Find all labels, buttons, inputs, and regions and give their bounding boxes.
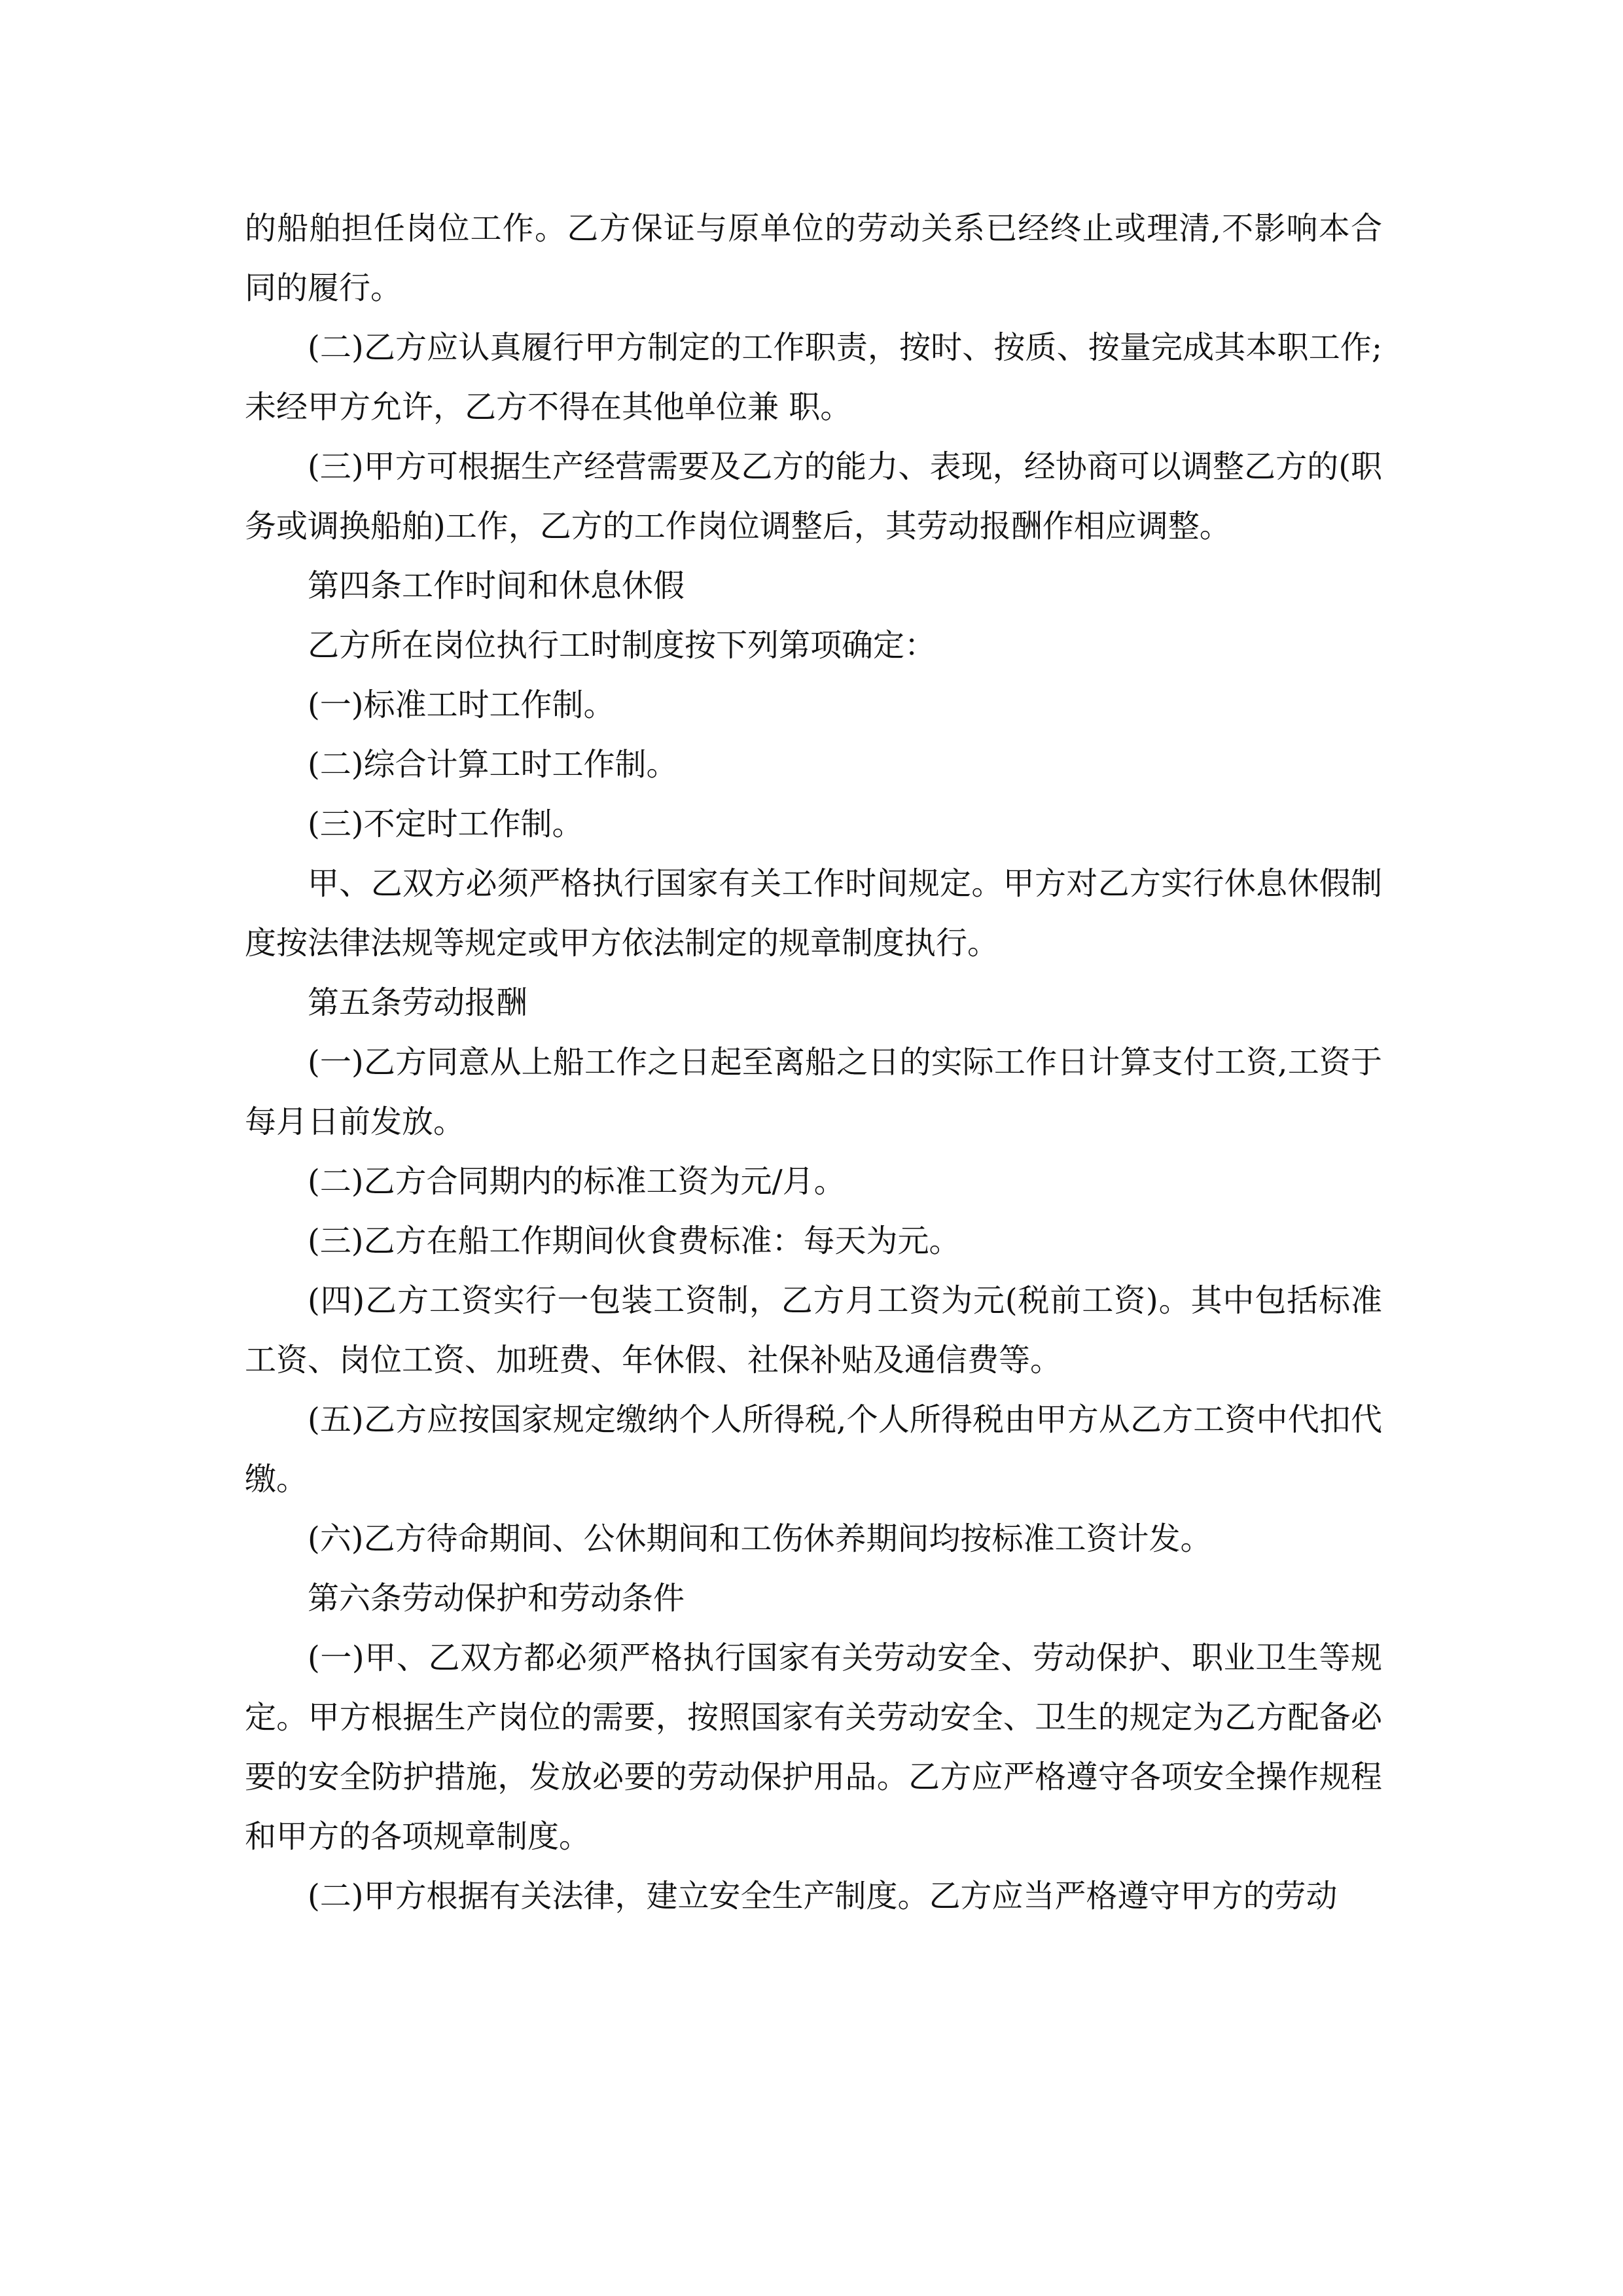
paragraph-13: (三)乙方在船工作期间伙食费标准：每天为元。 [308, 1223, 961, 1259]
paragraph-9: 甲、乙双方必须严格执行国家有关工作时间规定。甲方对乙方实行休息休假制度按法律法规等规定或甲方依法制定的规章制度执行。 [245, 865, 1382, 961]
list-item-3: (三)不定时工作制。 [308, 806, 584, 842]
paragraph-18: (一)甲、乙双方都必须严格执行国家有关劳动安全、劳动保护、职业卫生等规定。甲方根据生产岗位的需要，按照国家有关劳动安全、卫生的规定为乙方配备必要的安全防护措施，发放必要的劳动保护用品。乙方应严格遵守各项安全操作规程和甲方的各项规章制度。 [245, 1640, 1382, 1855]
paragraph-5: 乙方所在岗位执行工时制度按下列第项确定： [308, 627, 936, 664]
section-heading-article-6: 第六条劳动保护和劳动条件 [308, 1580, 685, 1617]
section-heading-article-4: 第四条工作时间和休息休假 [308, 567, 685, 604]
list-item-1: (一)标准工时工作制。 [308, 687, 615, 723]
document-body [245, 199, 1382, 1926]
paragraph-1: 的船舶担任岗位工作。乙方保证与原单位的劳动关系已经终止或理清,不影响本合同的履行。 [245, 210, 1382, 306]
paragraph-15: (五)乙方应按国家规定缴纳个人所得税,个人所得税由甲方从乙方工资中代扣代缴。 [245, 1401, 1382, 1498]
paragraph-11: (一)乙方同意从上船工作之日起至离船之日的实际工作日计算支付工资,工资于每月日前发放。 [245, 1044, 1382, 1140]
paragraph-16: (六)乙方待命期间、公休期间和工伤休养期间均按标准工资计发。 [308, 1520, 1212, 1557]
paragraph-12: (二)乙方合同期内的标准工资为元/月。 [308, 1163, 846, 1200]
paragraph-19: (二)甲方根据有关法律，建立安全生产制度。乙方应当严格遵守甲方的劳动 [308, 1878, 1338, 1914]
paragraph-14: (四)乙方工资实行一包装工资制，乙方月工资为元(税前工资)。其中包括标准工资、岗位工资、加班费、年休假、社保补贴及通信费等。 [245, 1282, 1382, 1378]
paragraph-2: (二)乙方应认真履行甲方制定的工作职责，按时、按质、按量完成其本职工作;未经甲方允许，乙方不得在其他单位兼 职。 [245, 329, 1382, 425]
list-item-2: (二)综合计算工时工作制。 [308, 746, 678, 783]
paragraph-3: (三)甲方可根据生产经营需要及乙方的能力、表现，经协商可以调整乙方的(职务或调换船舶)工作，乙方的工作岗位调整后，其劳动报酬作相应调整。 [245, 448, 1382, 545]
section-heading-article-5: 第五条劳动报酬 [308, 984, 528, 1021]
